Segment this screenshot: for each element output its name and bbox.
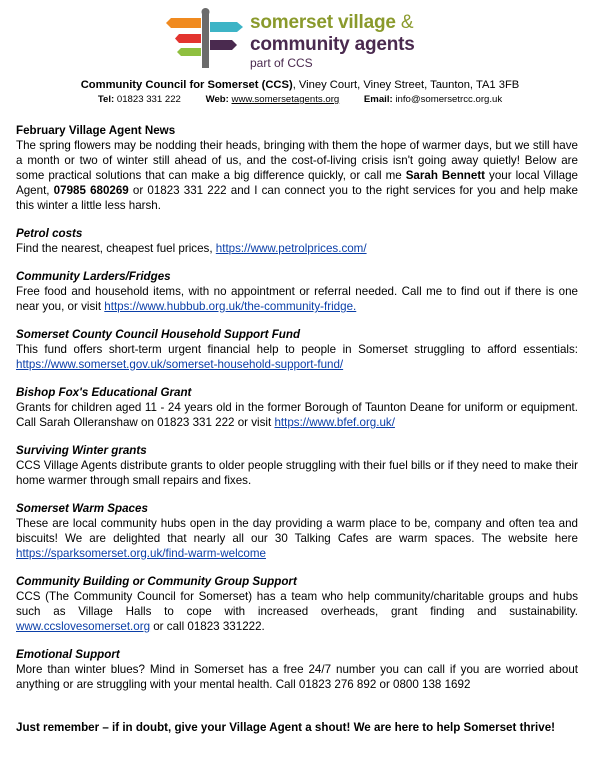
section-text: [16, 400, 578, 430]
section-text: [16, 342, 578, 372]
bfef-link[interactable]: https://www.bfef.org.uk/: [274, 416, 395, 429]
logo-line-2: community agents: [250, 34, 415, 55]
agent-phone: 07985 680269: [53, 184, 129, 197]
email-value: info@somersetrcc.org.uk: [395, 94, 503, 105]
section-bishop-fox: [16, 385, 578, 430]
section-petrol: [16, 226, 578, 256]
org-address: , Viney Court, Viney Street, Taunton, TA1 3FB: [292, 79, 520, 91]
logo-line-1: somerset village: [250, 12, 396, 33]
section-body: Find the nearest, cheapest fuel prices,: [16, 242, 216, 255]
signpost-icon: [165, 8, 247, 70]
petrol-link[interactable]: https://www.petrolprices.com/: [215, 242, 367, 255]
tel-value: 01823 331 222: [116, 94, 181, 105]
section-community-building: [16, 574, 578, 634]
newsletter-title: February Village Agent News: [16, 124, 176, 137]
section-body-after: or call 01823 331222.: [150, 620, 265, 633]
agent-name: Sarah Bennett: [405, 169, 486, 182]
warm-welcome-link[interactable]: https://sparksomerset.org.uk/find-warm-welcome: [16, 547, 266, 560]
section-household-support: [16, 327, 578, 372]
web-label: Web:: [205, 94, 229, 105]
newsletter-body: [16, 123, 578, 735]
section-body: These are local community hubs open in the day providing a warm place to be, company and often tea and biscuits! We are delighted that nearly all our 30 Talking Cafes are warm spaces. The website here: [16, 517, 578, 545]
section-heading: Somerset Warm Spaces: [16, 502, 148, 515]
section-text: CCS Village Agents distribute grants to older people struggling with their fuel bills or if they need to make their home warmer through small repairs and fixes.: [16, 459, 578, 487]
contact-address: [0, 78, 600, 92]
household-support-link[interactable]: https://www.somerset.gov.uk/somerset-household-support-fund/: [16, 358, 344, 371]
section-heading: Petrol costs: [16, 227, 83, 240]
org-name: Community Council for Somerset (CCS): [80, 79, 293, 91]
section-heading: Surviving Winter grants: [16, 444, 147, 457]
email-label: Email:: [363, 94, 393, 105]
intro-text-2: your local Village Agent,: [16, 169, 579, 197]
section-heading: Community Larders/Fridges: [16, 270, 171, 283]
section-heading: Community Building or Community Group Support: [16, 575, 297, 588]
section-text: [16, 589, 578, 634]
section-body: Free food and household items, with no appointment or referral needed. Call me to find out if there is one near you, or visit: [16, 285, 578, 313]
section-text: More than winter blues? Mind in Somerset has a free 24/7 number you can call if you are worried about anything or are struggling with your mental health. Call 01823 276 892 or 0800 138 1692: [16, 663, 578, 691]
section-text: [16, 284, 578, 314]
section-heading: Somerset County Council Household Support Fund: [16, 328, 301, 341]
logo-ampersand: &: [400, 12, 414, 33]
web-link[interactable]: www.somersetagents.org: [231, 94, 340, 105]
section-text: [16, 241, 578, 256]
section-surviving-winter: [16, 443, 578, 488]
intro-text-1: The spring flowers may be nodding their heads, bringing with them the hope of warmer days, but we still have a month or two of winter still ahead of us, and the cost-of-living crisis isn't going away quietly! Below are some practical solutions that can make a big difference quickly, or call me: [16, 139, 578, 182]
closing-message: Just remember – if in doubt, give your Village Agent a shout! We are here to help Somerset thrive!: [16, 721, 556, 734]
contact-details: [0, 93, 600, 106]
logo: [165, 8, 435, 70]
section-text: [16, 516, 578, 561]
tel-label: Tel:: [97, 94, 115, 105]
section-body: This fund offers short-term urgent financial help to people in Somerset struggling to afford essentials:: [16, 343, 578, 356]
intro-paragraph: [16, 138, 578, 213]
section-body: CCS (The Community Council for Somerset) has a team who help community/charitable groups and hubs such as Village Halls to cope with increased overheads, grant finding and sustainability.: [16, 590, 578, 618]
ccs-link[interactable]: www.ccslovesomerset.org: [16, 620, 151, 633]
logo-text: [250, 12, 440, 70]
section-heading: Emotional Support: [16, 648, 120, 661]
section-emotional-support: [16, 647, 578, 692]
section-body: Grants for children aged 11 - 24 years old in the former Borough of Taunton Deane for uniform or equipment. Call Sarah Olleranshaw on 01823 331 222 or visit: [16, 401, 578, 429]
section-larders: [16, 269, 578, 314]
section-heading: Bishop Fox's Educational Grant: [16, 386, 192, 399]
community-fridge-link[interactable]: https://www.hubbub.org.uk/the-community-fridge.: [104, 300, 357, 313]
intro-text-3: or 01823 331 222 and I can connect you to the right services for you and help make this winter a little less harsh.: [16, 184, 578, 212]
section-warm-spaces: [16, 501, 578, 561]
logo-line-3: part of CCS: [250, 56, 313, 70]
